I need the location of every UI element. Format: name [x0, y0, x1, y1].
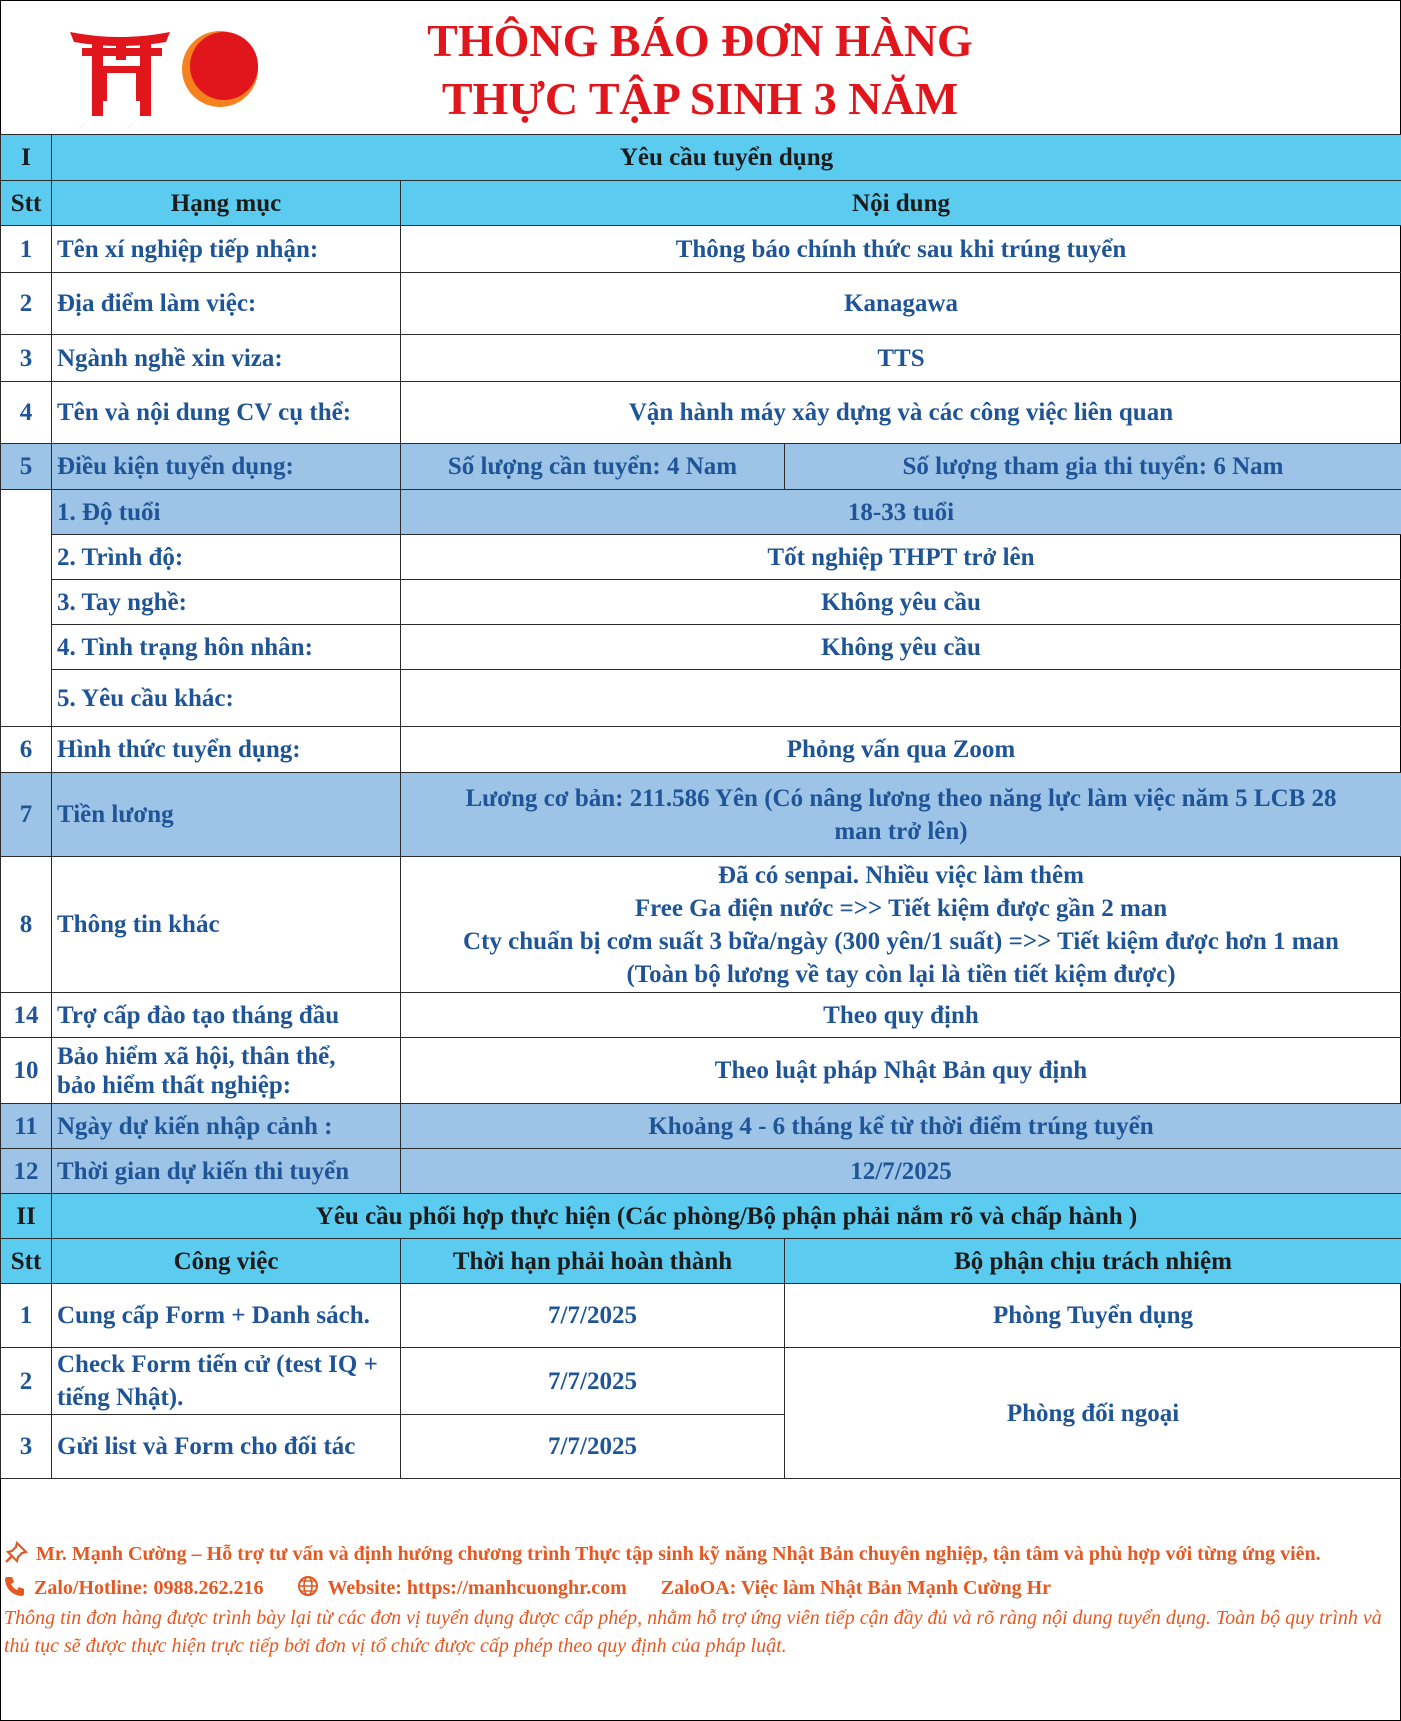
col-dept: Bộ phận chịu trách nhiệm	[785, 1239, 1401, 1284]
footer-contacts	[4, 1574, 1389, 1602]
row-stt: 5	[1, 444, 52, 490]
section1-number: I	[1, 135, 52, 181]
salary-row	[1, 773, 1401, 857]
section1-columns	[1, 181, 1401, 226]
insurance-label	[52, 1038, 401, 1104]
condition-item	[1, 670, 1401, 727]
insurance-label-line-2: bảo hiểm thất nghiệp:	[57, 1071, 292, 1099]
task-deadline: 7/7/2025	[401, 1415, 785, 1479]
torii-sun-logo-icon	[70, 26, 270, 116]
condition-value	[401, 670, 1401, 727]
col-stt: Stt	[1, 181, 52, 226]
row-value: Phỏng vấn qua Zoom	[401, 727, 1401, 773]
conditions-label: Điều kiện tuyển dụng:	[52, 444, 401, 490]
other-info-line: Đã có senpai. Nhiều việc làm thêm	[718, 861, 1084, 889]
section2-columns	[1, 1239, 1401, 1284]
table-row	[1, 727, 1401, 773]
table-row	[1, 335, 1401, 382]
condition-label: 5. Yêu cầu khác:	[52, 670, 401, 727]
title-line-1: THÔNG BÁO ĐƠN HÀNG	[427, 15, 973, 66]
entry-date-row	[1, 1104, 1401, 1149]
task-label: Gửi list và Form cho đối tác	[52, 1415, 401, 1479]
condition-value: Tốt nghiệp THPT trở lên	[401, 535, 1401, 580]
task-dept: Phòng Tuyển dụng	[785, 1284, 1401, 1348]
row-label: Hình thức tuyển dụng:	[52, 727, 401, 773]
row-value: Thông báo chính thức sau khi trúng tuyển	[401, 226, 1401, 273]
quota-value: Số lượng cần tuyển: 4 Nam	[401, 444, 785, 490]
condition-item	[1, 535, 1401, 580]
row-value: Khoảng 4 - 6 tháng kể từ thời điểm trúng tuyển	[401, 1104, 1401, 1149]
table-row	[1, 993, 1401, 1038]
table-row	[1, 226, 1401, 273]
condition-item	[1, 490, 1401, 535]
footer-intro-text: Mr. Mạnh Cường – Hỗ trợ tư vấn và định hướng chương trình Thực tập sinh kỹ năng Nhật Bản chuyên nghiệp, tận tâm và phù hợp với từng ứng viên.	[36, 1543, 1321, 1565]
row-label: Ngành nghề xin viza:	[52, 335, 401, 382]
salary-line-2: man trở lên)	[834, 817, 968, 845]
row-stt: 2	[1, 273, 52, 335]
condition-label: 4. Tình trạng hôn nhân:	[52, 625, 401, 670]
row-value: Theo quy định	[401, 993, 1401, 1038]
row-stt: 2	[1, 1348, 52, 1415]
row-value: Theo luật pháp Nhật Bản quy định	[401, 1038, 1401, 1104]
condition-value: Không yêu cầu	[401, 625, 1401, 670]
col-task: Công việc	[52, 1239, 401, 1284]
row-label: Địa điểm làm việc:	[52, 273, 401, 335]
other-info-line: (Toàn bộ lương về tay còn lại là tiền tiết kiệm được)	[626, 960, 1176, 988]
condition-label: 3. Tay nghề:	[52, 580, 401, 625]
phone-icon	[4, 1575, 26, 1597]
hotline-text: Zalo/Hotline: 0988.262.216	[34, 1577, 264, 1599]
website-link[interactable]: Website: https://manhcuonghr.com	[327, 1577, 627, 1599]
row-label: Thời gian dự kiến thi tuyển	[52, 1149, 401, 1194]
section2-header	[1, 1194, 1401, 1239]
row-stt: 4	[1, 382, 52, 444]
row-label: Tên và nội dung CV cụ thể:	[52, 382, 401, 444]
col-content: Nội dung	[401, 181, 1401, 226]
row-stt: 8	[1, 857, 52, 993]
row-stt: 3	[1, 335, 52, 382]
row-stt: 1	[1, 1284, 52, 1348]
row-label: Ngày dự kiến nhập cảnh :	[52, 1104, 401, 1149]
conditions-row	[1, 444, 1401, 490]
row-value: TTS	[401, 335, 1401, 382]
task-deadline: 7/7/2025	[401, 1348, 785, 1415]
table-row	[1, 382, 1401, 444]
globe-icon	[297, 1575, 319, 1597]
section2-title: Yêu cầu phối hợp thực hiện (Các phòng/Bộ phận phải nắm rõ và chấp hành )	[52, 1194, 1401, 1239]
header	[0, 0, 1401, 134]
other-info-line: Cty chuẩn bị cơm suất 3 bữa/ngày (300 yên/1 suất) =>> Tiết kiệm được hơn 1 man	[463, 927, 1339, 955]
section1-header	[1, 135, 1401, 181]
row-value: Vận hành máy xây dựng và các công việc liên quan	[401, 382, 1401, 444]
row-stt: 14	[1, 993, 52, 1038]
participants-value: Số lượng tham gia thi tuyển: 6 Nam	[785, 444, 1401, 490]
other-info-line: Free Ga điện nước =>> Tiết kiệm được gần 2 man	[634, 894, 1168, 922]
title-line-2: THỰC TẬP SINH 3 NĂM	[441, 73, 959, 124]
condition-item	[1, 625, 1401, 670]
section2-number: II	[1, 1194, 52, 1239]
conditions-blank-cell	[1, 490, 52, 727]
row-stt: 1	[1, 226, 52, 273]
salary-value	[401, 773, 1401, 857]
footer	[4, 1540, 1389, 1660]
row-stt: 7	[1, 773, 52, 857]
task-label: Check Form tiến cử (test IQ + tiếng Nhật).	[52, 1348, 401, 1415]
col-deadline: Thời hạn phải hoàn thành	[401, 1239, 785, 1284]
row-stt: 11	[1, 1104, 52, 1149]
row-value: Kanagawa	[401, 273, 1401, 335]
row-stt: 12	[1, 1149, 52, 1194]
section1-title: Yêu cầu tuyển dụng	[52, 135, 1401, 181]
order-table	[0, 134, 1401, 1479]
row-stt: 3	[1, 1415, 52, 1479]
task-row	[1, 1348, 1401, 1415]
other-info-value	[401, 857, 1401, 993]
task-deadline: 7/7/2025	[401, 1284, 785, 1348]
task-row	[1, 1284, 1401, 1348]
table-row	[1, 273, 1401, 335]
condition-label: 1. Độ tuổi	[52, 490, 401, 535]
row-label: Thông tin khác	[52, 857, 401, 993]
row-label: Tên xí nghiệp tiếp nhận:	[52, 226, 401, 273]
col-category: Hạng mục	[52, 181, 401, 226]
row-label: Tiền lương	[52, 773, 401, 857]
task-label: Cung cấp Form + Danh sách.	[52, 1284, 401, 1348]
pin-icon	[4, 1541, 28, 1563]
col-stt: Stt	[1, 1239, 52, 1284]
task-dept: Phòng đối ngoại	[785, 1348, 1401, 1479]
footer-intro	[4, 1540, 1389, 1568]
condition-value: Không yêu cầu	[401, 580, 1401, 625]
zalo-oa-text: ZaloOA: Việc làm Nhật Bản Mạnh Cường Hr	[660, 1577, 1052, 1599]
row-label: Trợ cấp đào tạo tháng đầu	[52, 993, 401, 1038]
exam-date-row	[1, 1149, 1401, 1194]
row-stt: 10	[1, 1038, 52, 1104]
condition-value: 18-33 tuổi	[401, 490, 1401, 535]
footer-disclaimer: Thông tin đơn hàng được trình bày lại từ các đơn vị tuyển dụng được cấp phép, nhằm hỗ trợ ứng viên tiếp cận đầy đủ và rõ ràng nội dung tuyển dụng. Toàn bộ quy trình và thủ tục sẽ được thực hiện trực tiếp bởi đơn vị tổ chức được cấp phép theo quy định của pháp luật.	[4, 1607, 1382, 1657]
condition-item	[1, 580, 1401, 625]
condition-label: 2. Trình độ:	[52, 535, 401, 580]
salary-line-1: Lương cơ bản: 211.586 Yên (Có nâng lương theo năng lực làm việc năm 5 LCB 28	[465, 784, 1337, 812]
row-value: 12/7/2025	[401, 1149, 1401, 1194]
other-info-row	[1, 857, 1401, 993]
insurance-label-line-1: Bảo hiểm xã hội, thân thể,	[57, 1042, 336, 1070]
row-stt: 6	[1, 727, 52, 773]
table-row	[1, 1038, 1401, 1104]
